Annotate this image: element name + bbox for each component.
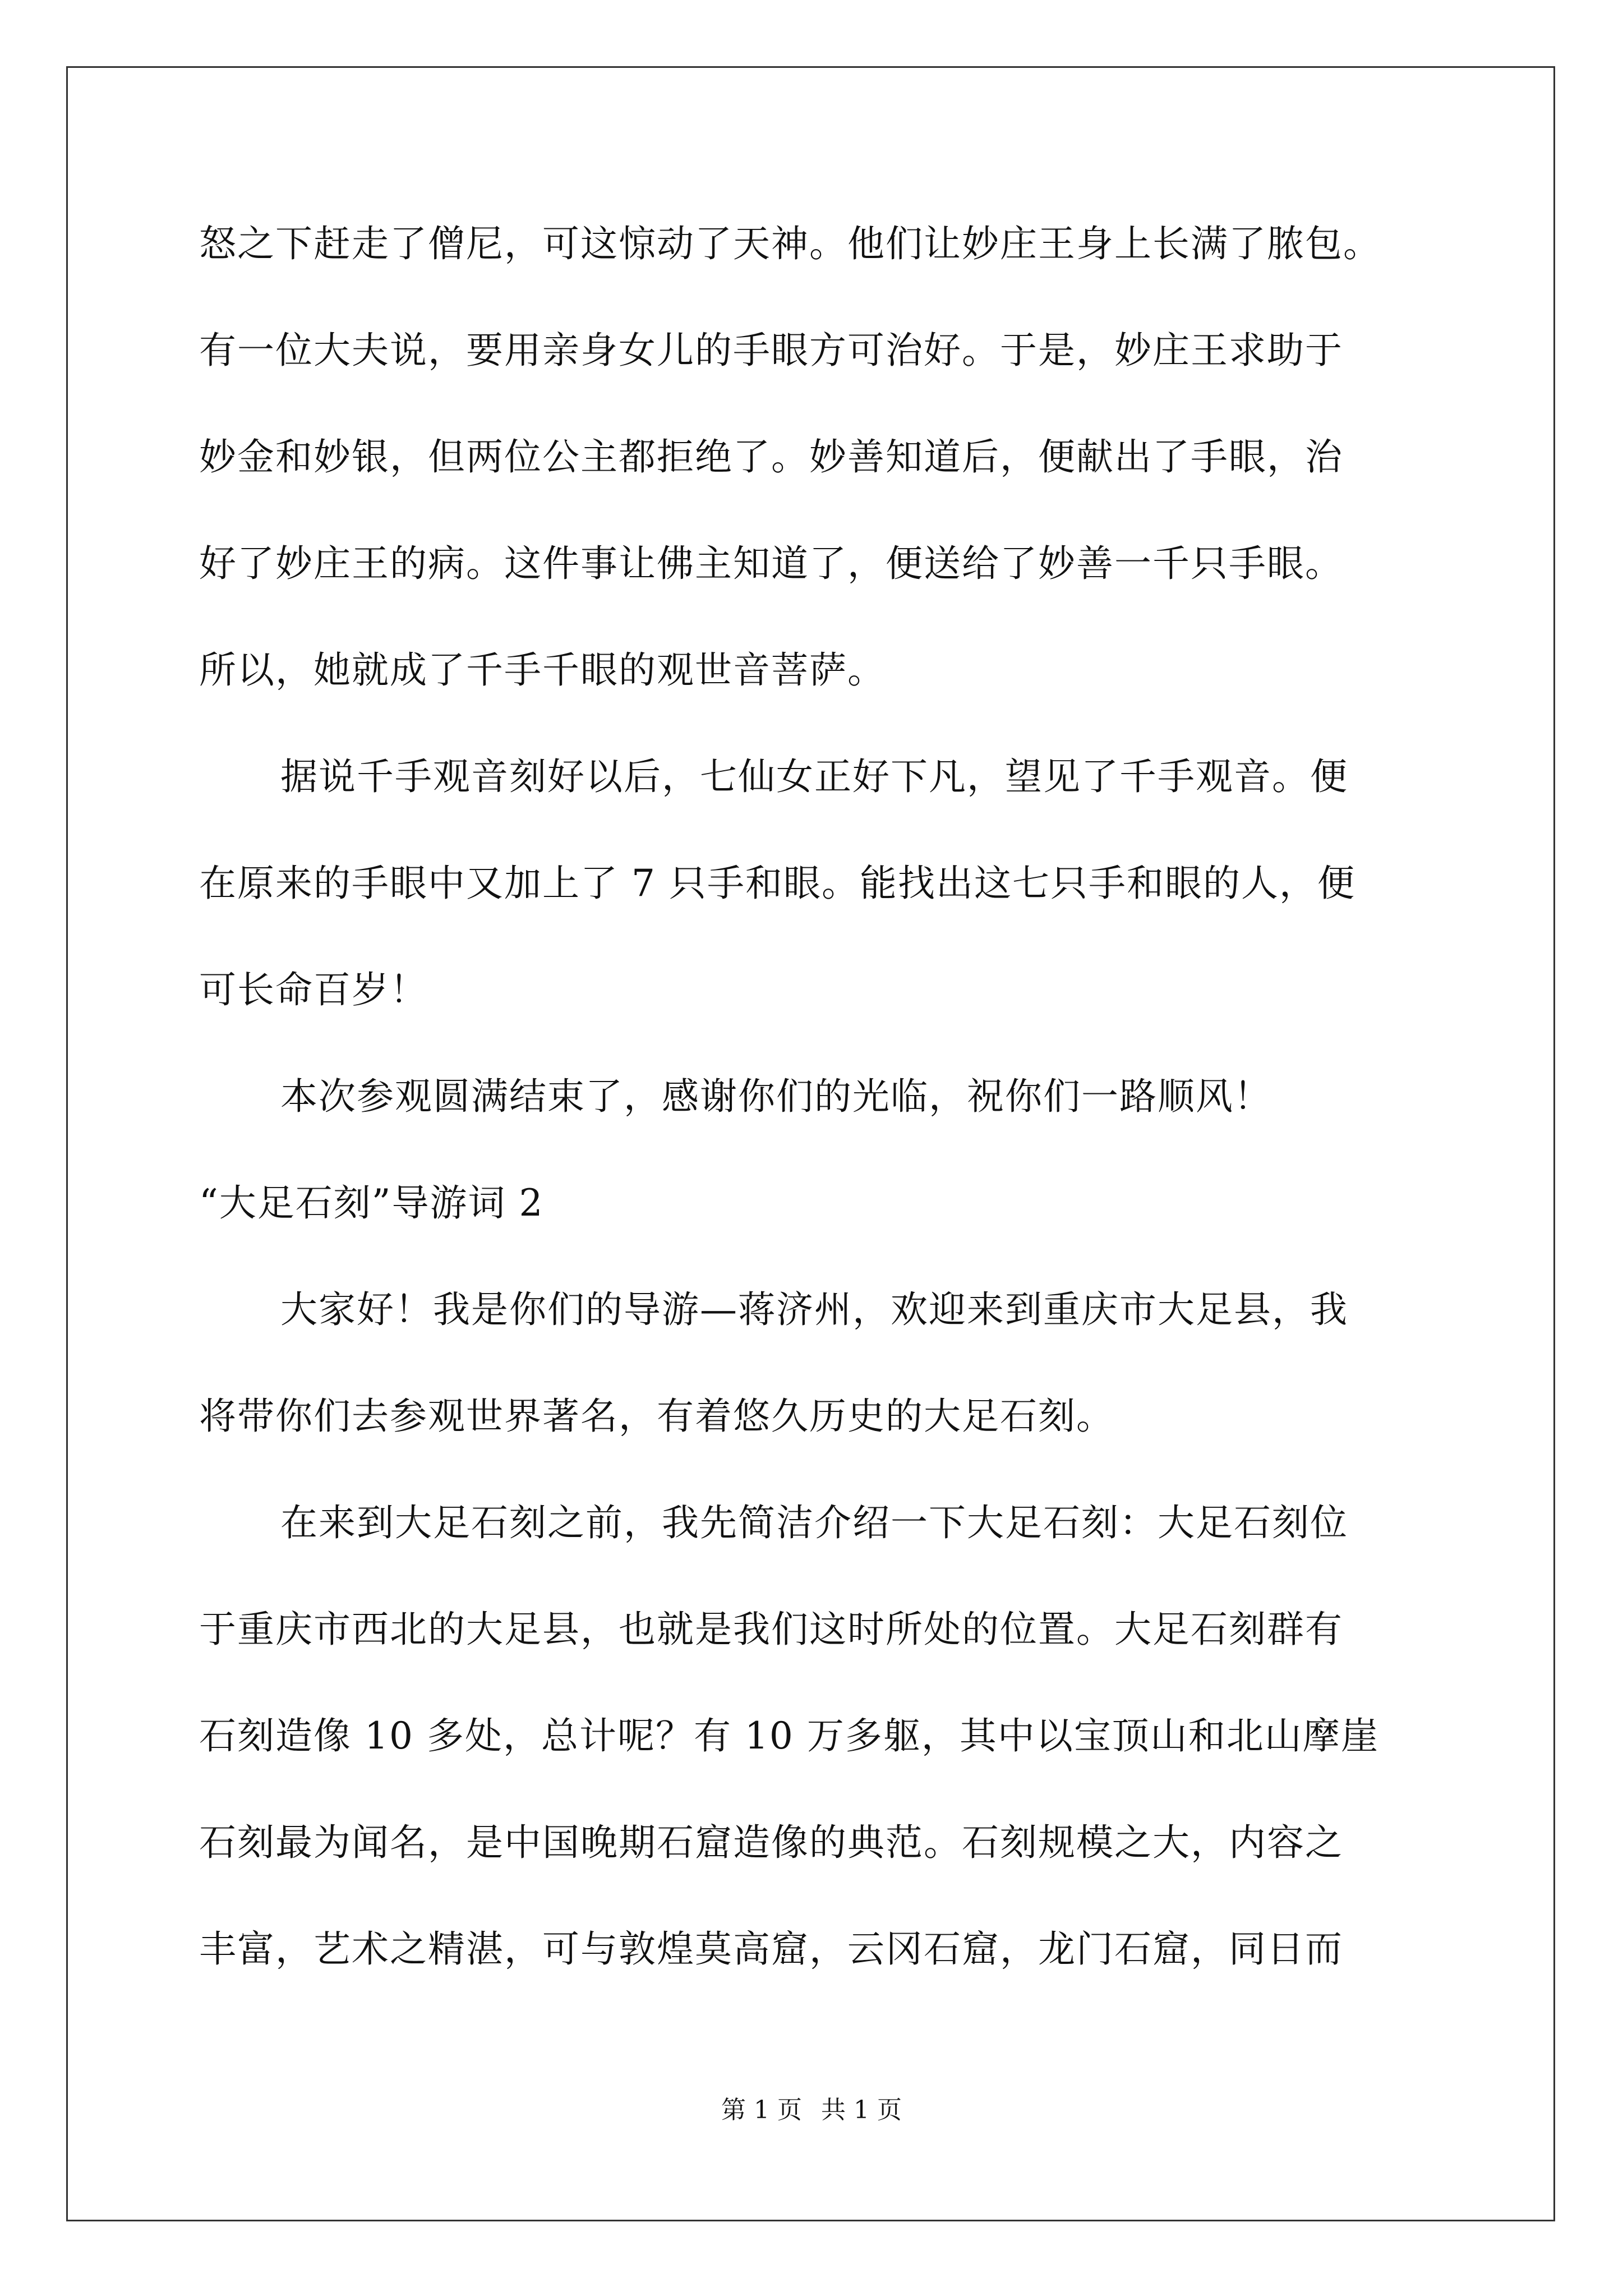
text-line: 妙金和妙银，但两位公主都拒绝了。妙善知道后，便献出了手眼，治 (199, 435, 1343, 478)
text-line: 有一位大夫说，要用亲身女儿的手眼方可治好。于是，妙庄王求助于 (199, 329, 1343, 372)
section-heading: “大足石刻”导游词 2 (199, 1181, 544, 1225)
text-line: 石刻最为闻名，是中国晚期石窟造像的典范。石刻规模之大，内容之 (199, 1821, 1343, 1864)
paragraph-start: 据说千手观音刻好以后，七仙女正好下凡，望见了千手观音。便 (280, 755, 1348, 798)
text-line: 怒之下赶走了僧尼，可这惊动了天神。他们让妙庄王身上长满了脓包。 (199, 222, 1381, 265)
document-body (199, 191, 1455, 2003)
text-line: 丰富，艺术之精湛，可与敦煌莫高窟，云冈石窟，龙门石窟，同日而 (199, 1927, 1343, 1971)
text-line: 所以，她就成了千手千眼的观世音菩萨。 (199, 648, 886, 692)
paragraph-start: 本次参观圆满结束了，感谢你们的光临，祝你们一路顺风！ (280, 1075, 1272, 1118)
page-total: 共 1 页 (821, 2096, 902, 2124)
paragraph-start: 大家好！我是你们的导游—蒋济州，欢迎来到重庆市大足县，我 (280, 1288, 1348, 1331)
text-line: 可长命百岁！ (199, 968, 428, 1011)
text-line: 石刻造像 10 多处，总计呢？有 10 万多躯，其中以宝顶山和北山摩崖 (199, 1714, 1379, 1757)
text-line: 在原来的手眼中又加上了 7 只手和眼。能找出这七只手和眼的人，便 (199, 862, 1355, 905)
page-footer (0, 2090, 1623, 2125)
text-line: 于重庆市西北的大足县，也就是我们这时所处的位置。大足石刻群有 (199, 1608, 1343, 1651)
text-line: 将带你们去参观世界著名，有着悠久历史的大足石刻。 (199, 1395, 1114, 1438)
text-line: 好了妙庄王的病。这件事让佛主知道了，便送给了妙善一千只手眼。 (199, 542, 1343, 585)
page-number: 第 1 页 (721, 2096, 802, 2124)
paragraph-start: 在来到大足石刻之前，我先简洁介绍一下大足石刻：大足石刻位 (280, 1501, 1348, 1544)
